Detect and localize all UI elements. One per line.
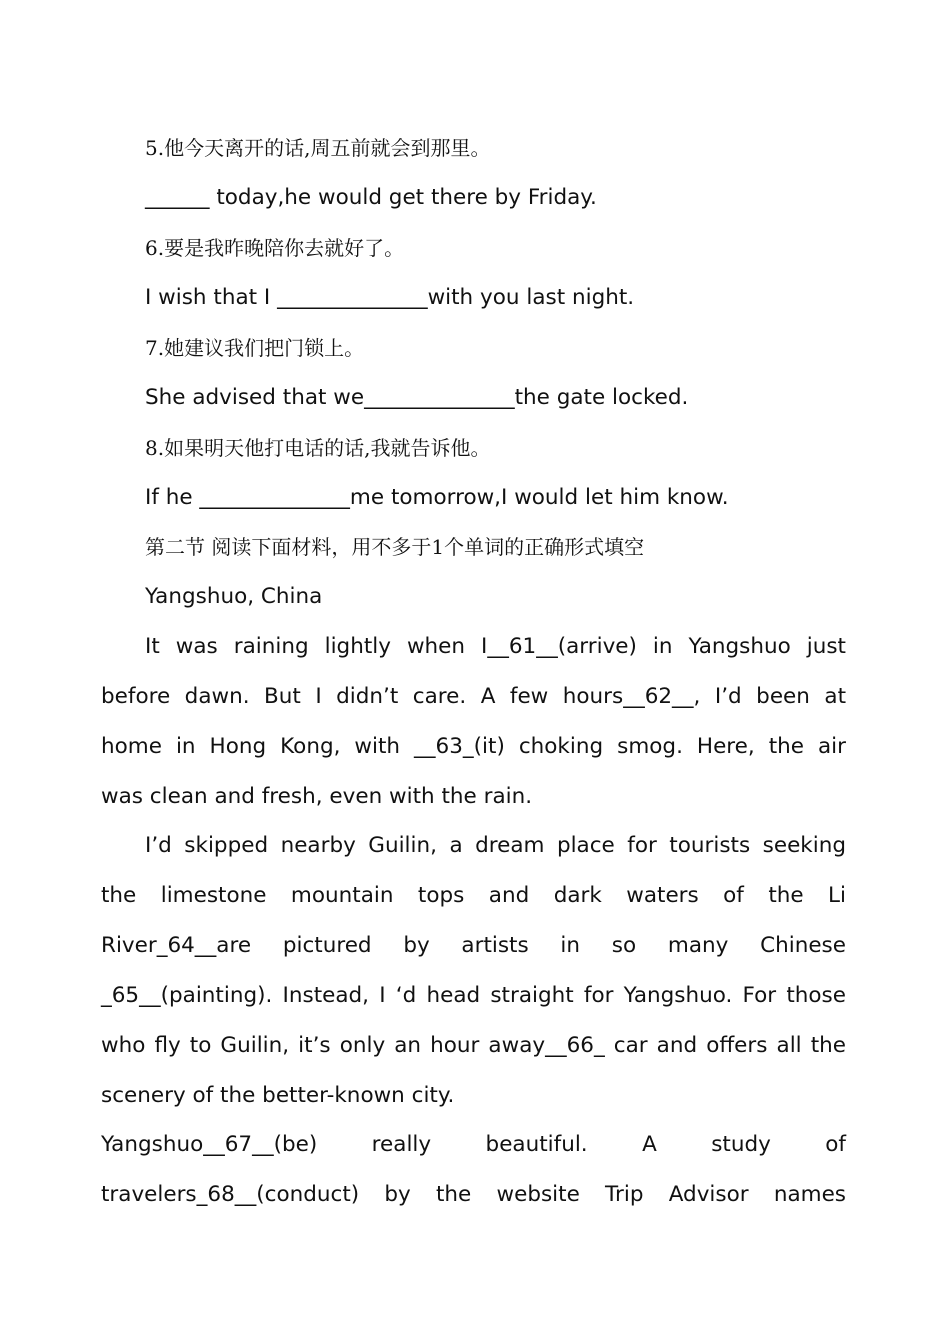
question-7-prompt: 7.她建议我们把门锁上。 [145,336,365,360]
question-5-answer: ______ today,he would get there by Friday. [145,185,597,210]
question-5-prompt: 5.他今天离开的话,周五前就会到那里。 [145,136,491,160]
passage-p2-line-4: _65__(painting). Instead, I ‘d head straight for Yangshuo. For those [101,983,846,1008]
passage-p2-line-5: who fly to Guilin, it’s only an hour away__66_ car and offers all the [101,1033,846,1058]
passage-p1-line-1: It was raining lightly when I__61__(arrive) in Yangshuo just [145,634,846,659]
section-heading: 第二节 阅读下面材料，用不多于1个单词的正确形式填空 [145,535,645,559]
passage-p3-line-2: travelers_68__(conduct) by the website Trip Advisor names [101,1182,846,1207]
passage-p1-line-3: home in Hong Kong, with __63_(it) choking smog. Here, the air [101,734,846,759]
passage-p1-line-4: was clean and fresh, even with the rain. [101,784,533,809]
question-6-prompt: 6.要是我昨晚陪你去就好了。 [145,236,405,260]
passage-p2-line-1: I’d skipped nearby Guilin, a dream place for tourists seeking [145,833,846,858]
passage-p2-line-6: scenery of the better-known city. [101,1083,455,1108]
passage-title: Yangshuo, China [145,584,323,609]
question-8-prompt: 8.如果明天他打电话的话,我就告诉他。 [145,436,491,460]
question-6-answer: I wish that I ______________with you last night. [145,285,635,310]
passage-p3-line-1: Yangshuo__67__(be) really beautiful. A study of [101,1132,846,1157]
passage-p2-line-2: the limestone mountain tops and dark waters of the Li [101,883,846,908]
question-7-answer: She advised that we______________the gate locked. [145,385,689,410]
question-8-answer: If he ______________me tomorrow,I would let him know. [145,485,729,510]
passage-p1-line-2: before dawn. But I didn’t care. A few hours__62__, I’d been at [101,684,846,709]
passage-p2-line-3: River_64__are pictured by artists in so many Chinese [101,933,846,958]
